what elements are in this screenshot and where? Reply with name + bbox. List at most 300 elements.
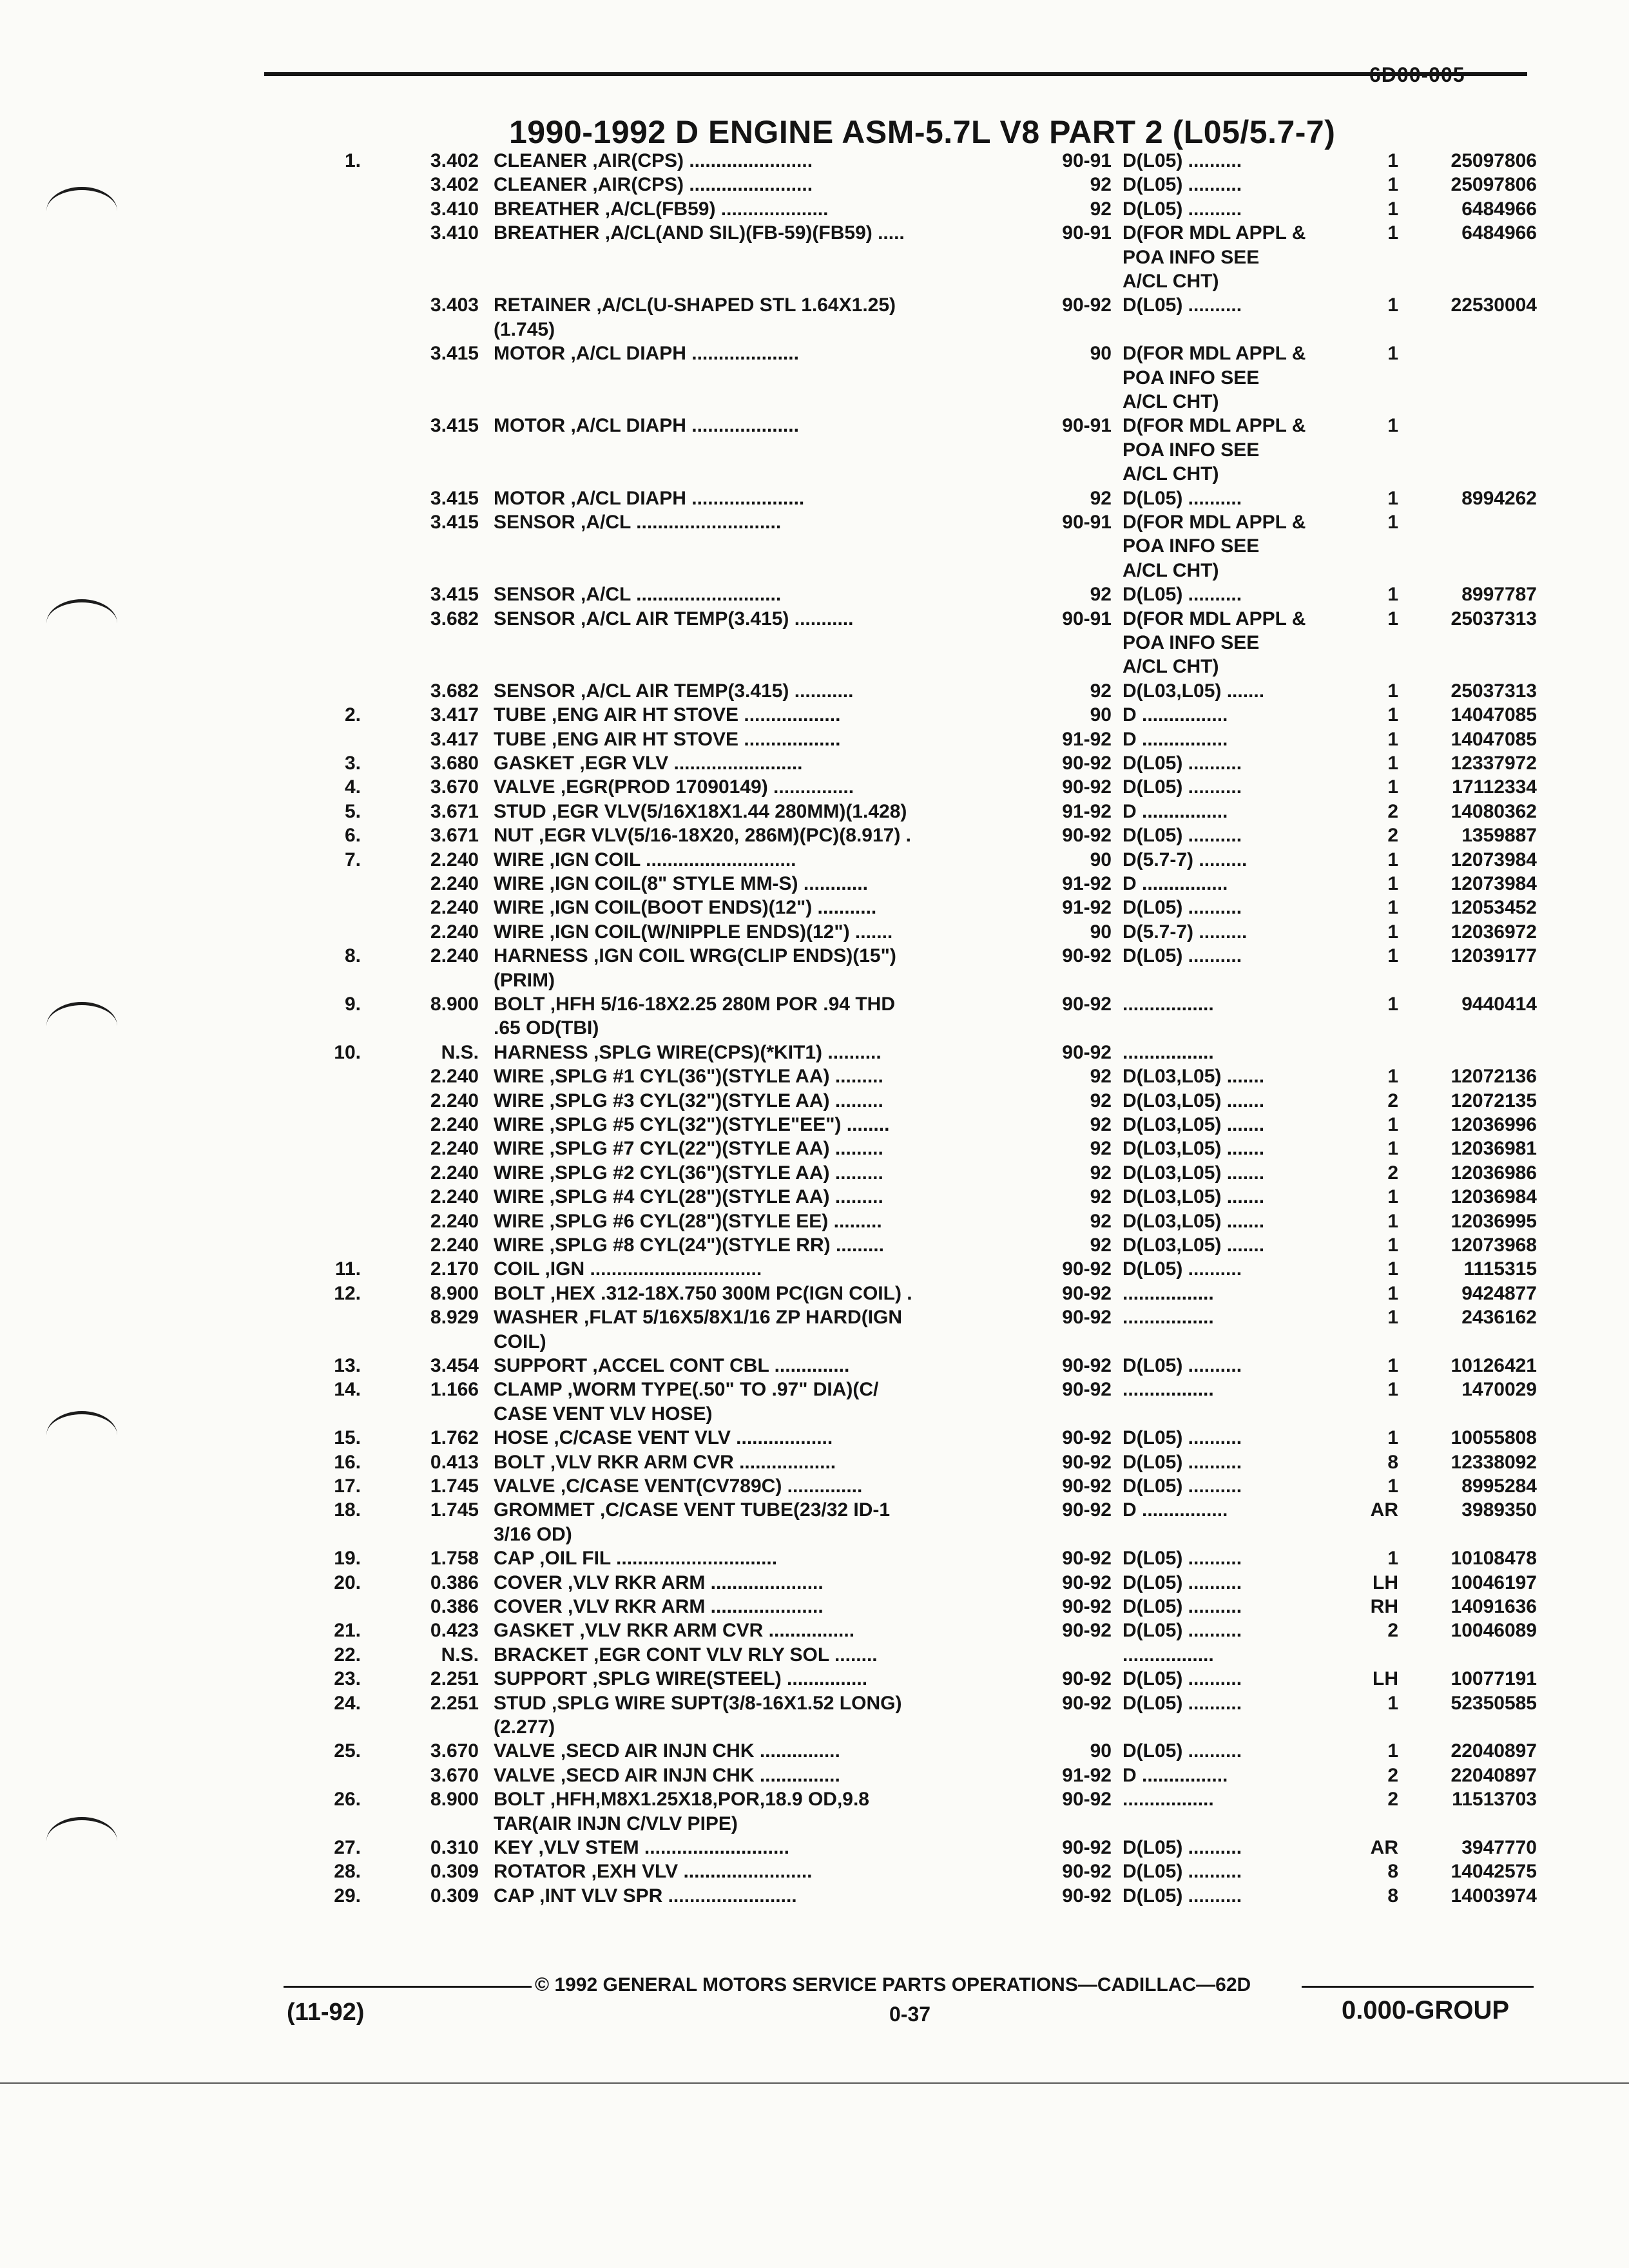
table-row <box>0 270 1629 293</box>
group-number: 1.745 <box>430 1499 479 1521</box>
model-years: 90-92 <box>1062 1861 1112 1882</box>
part-description: COVER ,VLV RKR ARM ..................... <box>494 1572 824 1593</box>
group-number: 3.402 <box>430 174 479 195</box>
quantity: AR <box>1370 1499 1398 1521</box>
part-number: 25097806 <box>1451 174 1537 195</box>
part-number: 8994262 <box>1461 488 1537 509</box>
table-row <box>0 318 1629 341</box>
part-number: 14047085 <box>1451 704 1537 726</box>
model-years: 90-92 <box>1062 1548 1112 1569</box>
part-description: VALVE ,SECD AIR INJN CHK ............... <box>494 1740 840 1762</box>
part-number: 8995284 <box>1461 1475 1537 1497</box>
part-description: HARNESS ,SPLG WIRE(CPS)(*KIT1) .......... <box>494 1042 882 1063</box>
part-description: GASKET ,EGR VLV ........................ <box>494 753 803 774</box>
part-number: 1359887 <box>1461 825 1537 846</box>
part-description: ROTATOR ,EXH VLV ........................ <box>494 1861 813 1882</box>
group-number: 8.929 <box>430 1307 479 1328</box>
quantity: 8 <box>1387 1452 1398 1473</box>
table-row <box>0 1475 1629 1498</box>
model-years: 90-91 <box>1062 415 1112 436</box>
quantity: 1 <box>1387 1475 1398 1497</box>
application: D(FOR MDL APPL & <box>1123 512 1306 533</box>
model-years: 90-92 <box>1062 1837 1112 1858</box>
part-number: 10126421 <box>1451 1355 1537 1376</box>
part-number: 11513703 <box>1452 1789 1537 1810</box>
model-years: 92 <box>1090 488 1112 509</box>
table-row <box>0 1451 1629 1474</box>
application: ................. <box>1123 994 1214 1015</box>
table-row <box>0 1547 1629 1570</box>
application: A/CL CHT) <box>1123 391 1219 412</box>
table-row <box>0 1571 1629 1595</box>
table-row <box>0 439 1629 462</box>
application: D(L05) .......... <box>1123 1740 1242 1762</box>
item-ref-number: 16. <box>334 1452 361 1473</box>
quantity: LH <box>1373 1572 1398 1593</box>
model-years: 92 <box>1090 1186 1112 1207</box>
quantity: 1 <box>1387 1307 1398 1328</box>
quantity: 1 <box>1387 1114 1398 1135</box>
table-row <box>0 1258 1629 1281</box>
table-row <box>0 149 1629 173</box>
group-number: 2.251 <box>430 1693 479 1714</box>
application: D(L05) .......... <box>1123 1427 1242 1448</box>
model-years: 90-92 <box>1062 753 1112 774</box>
quantity: 1 <box>1387 1740 1398 1762</box>
part-description: WIRE ,SPLG #8 CYL(24")(STYLE RR) ......... <box>494 1235 884 1256</box>
item-ref-number: 21. <box>334 1620 361 1641</box>
table-row <box>0 993 1629 1016</box>
part-description: (2.277) <box>494 1716 555 1738</box>
item-ref-number: 17. <box>334 1475 361 1497</box>
model-years: 91-92 <box>1062 897 1112 918</box>
quantity: 1 <box>1387 704 1398 726</box>
quantity: 1 <box>1387 174 1398 195</box>
model-years: 90-92 <box>1062 1379 1112 1400</box>
group-number: 1.762 <box>430 1427 479 1448</box>
group-number: 2.240 <box>430 1186 479 1207</box>
group-number: 3.682 <box>430 680 479 702</box>
quantity: 8 <box>1387 1861 1398 1882</box>
group-number: 3.670 <box>430 1765 479 1786</box>
group-number: 3.415 <box>430 584 479 605</box>
application: POA INFO SEE <box>1123 247 1260 268</box>
part-number: 9424877 <box>1461 1283 1537 1304</box>
group-number: 3.415 <box>430 488 479 509</box>
application: D(L05) .......... <box>1123 1475 1242 1497</box>
model-years: 92 <box>1090 198 1112 220</box>
part-number: 9440414 <box>1461 994 1537 1015</box>
table-row <box>0 559 1629 582</box>
group-number: 2.240 <box>430 1211 479 1232</box>
application: ................. <box>1123 1379 1214 1400</box>
group-number: 0.386 <box>430 1572 479 1593</box>
part-number: 17112334 <box>1452 776 1537 798</box>
model-years: 90 <box>1090 704 1112 726</box>
application: D(L05) .......... <box>1123 584 1242 605</box>
part-description: SENSOR ,A/CL AIR TEMP(3.415) ........... <box>494 608 854 629</box>
application: D(L03,L05) ....... <box>1123 1235 1265 1256</box>
item-ref-number: 29. <box>334 1885 361 1907</box>
part-description: STUD ,EGR VLV(5/16X18X1.44 280MM)(1.428) <box>494 801 907 822</box>
table-row <box>0 872 1629 896</box>
part-description: SENSOR ,A/CL AIR TEMP(3.415) ........... <box>494 680 854 702</box>
group-number: 3.403 <box>430 294 479 316</box>
revision-date: (11-92) <box>287 1999 365 2026</box>
model-years: 90-92 <box>1062 825 1112 846</box>
table-row <box>0 1210 1629 1233</box>
model-years: 90-92 <box>1062 294 1112 316</box>
group-number: 3.682 <box>430 608 479 629</box>
table-row <box>0 849 1629 872</box>
quantity: 1 <box>1387 1548 1398 1569</box>
model-years: 90-91 <box>1062 222 1112 244</box>
part-number: 12073968 <box>1451 1235 1537 1256</box>
item-ref-number: 14. <box>334 1379 361 1400</box>
table-row <box>0 1885 1629 1908</box>
item-ref-number: 15. <box>334 1427 361 1448</box>
part-description: WIRE ,IGN COIL(8" STYLE MM-S) ............ <box>494 873 868 894</box>
part-description: CAP ,OIL FIL .............................. <box>494 1548 778 1569</box>
application: D(L05) .......... <box>1123 1355 1242 1376</box>
quantity: 2 <box>1387 825 1398 846</box>
model-years: 92 <box>1090 1138 1112 1159</box>
part-description: BRACKET ,EGR CONT VLV RLY SOL ........ <box>494 1644 878 1666</box>
table-row <box>0 704 1629 727</box>
model-years: 90-92 <box>1062 994 1112 1015</box>
group-number: 2.240 <box>430 1235 479 1256</box>
quantity: 1 <box>1387 294 1398 316</box>
quantity: 1 <box>1387 994 1398 1015</box>
group-number: 1.166 <box>430 1379 479 1400</box>
part-description: BOLT ,VLV RKR ARM CVR .................. <box>494 1452 836 1473</box>
quantity: 1 <box>1387 873 1398 894</box>
part-description: MOTOR ,A/CL DIAPH .................... <box>494 343 799 364</box>
quantity: 1 <box>1387 1258 1398 1280</box>
part-description: .65 OD(TBI) <box>494 1017 599 1039</box>
table-row <box>0 1137 1629 1160</box>
quantity: 1 <box>1387 488 1398 509</box>
quantity: 1 <box>1387 897 1398 918</box>
quantity: 1 <box>1387 1066 1398 1087</box>
quantity: 1 <box>1387 849 1398 870</box>
table-row <box>0 1667 1629 1691</box>
part-description: WIRE ,SPLG #6 CYL(28")(STYLE EE) ......... <box>494 1211 882 1232</box>
part-number: 8997787 <box>1461 584 1537 605</box>
part-description: COIL ,IGN ................................ <box>494 1258 762 1280</box>
application: D(L05) .......... <box>1123 1693 1242 1714</box>
application: POA INFO SEE <box>1123 632 1260 653</box>
part-description: WIRE ,SPLG #3 CYL(32")(STYLE AA) ......... <box>494 1090 883 1111</box>
quantity: 1 <box>1387 343 1398 364</box>
part-description: CAP ,INT VLV SPR ........................ <box>494 1885 797 1907</box>
application: D ................ <box>1123 873 1228 894</box>
part-description: COVER ,VLV RKR ARM ..................... <box>494 1596 824 1617</box>
item-ref-number: 18. <box>334 1499 361 1521</box>
part-description: HOSE ,C/CASE VENT VLV .................. <box>494 1427 833 1448</box>
part-description: WIRE ,SPLG #5 CYL(32")(STYLE"EE") ........ <box>494 1114 890 1135</box>
quantity: 1 <box>1387 776 1398 798</box>
application: D(L05) .......... <box>1123 1548 1242 1569</box>
group-number: N.S. <box>441 1644 479 1666</box>
group-number: 0.309 <box>430 1861 479 1882</box>
table-row <box>0 487 1629 510</box>
model-years: 90 <box>1090 343 1112 364</box>
application: D(FOR MDL APPL & <box>1123 415 1306 436</box>
table-row <box>0 1378 1629 1401</box>
quantity: 1 <box>1387 1355 1398 1376</box>
copyright-notice: © 1992 GENERAL MOTORS SERVICE PARTS OPERATIONS—CADILLAC—62D <box>535 1974 1251 1995</box>
application: D(L05) .......... <box>1123 1837 1242 1858</box>
item-ref-number: 25. <box>334 1740 361 1762</box>
part-description: SENSOR ,A/CL ........................... <box>494 512 782 533</box>
application: A/CL CHT) <box>1123 271 1219 292</box>
application: D(L03,L05) ....... <box>1123 1211 1265 1232</box>
item-ref-number: 9. <box>344 994 361 1015</box>
application: D ................ <box>1123 1765 1228 1786</box>
part-number: 3947770 <box>1461 1837 1537 1858</box>
item-ref-number: 19. <box>334 1548 361 1569</box>
table-row <box>0 1427 1629 1450</box>
table-row <box>0 367 1629 390</box>
group-number: 2.251 <box>430 1668 479 1689</box>
application: D(L05) .......... <box>1123 776 1242 798</box>
item-ref-number: 26. <box>334 1789 361 1810</box>
part-description: MOTOR ,A/CL DIAPH ..................... <box>494 488 805 509</box>
table-row <box>0 173 1629 197</box>
part-number: 6484966 <box>1461 222 1537 244</box>
quantity: 2 <box>1387 1090 1398 1111</box>
part-number: 10046089 <box>1451 1620 1537 1641</box>
part-number: 12036972 <box>1451 921 1537 943</box>
quantity: 1 <box>1387 608 1398 629</box>
group-number: 3.415 <box>430 415 479 436</box>
part-description: KEY ,VLV STEM ........................... <box>494 1837 789 1858</box>
application: D(L05) .......... <box>1123 825 1242 846</box>
table-row <box>0 463 1629 486</box>
quantity: 1 <box>1387 753 1398 774</box>
table-row <box>0 246 1629 269</box>
application: D(FOR MDL APPL & <box>1123 608 1306 629</box>
application: ................. <box>1123 1042 1214 1063</box>
group-number: 2.240 <box>430 1066 479 1087</box>
application: D ................ <box>1123 801 1228 822</box>
group-number: 2.240 <box>430 1162 479 1184</box>
part-description: WIRE ,SPLG #7 CYL(22")(STYLE AA) ......... <box>494 1138 883 1159</box>
quantity: 1 <box>1387 729 1398 750</box>
item-ref-number: 12. <box>334 1283 361 1304</box>
part-number: 14091636 <box>1451 1596 1537 1617</box>
item-ref-number: 2. <box>344 704 361 726</box>
part-number: 12036996 <box>1451 1114 1537 1135</box>
part-description: STUD ,SPLG WIRE SUPT(3/8-16X1.52 LONG) <box>494 1693 902 1714</box>
table-row <box>0 631 1629 655</box>
table-row <box>0 342 1629 365</box>
footer-rule-right <box>1302 1986 1534 1988</box>
group-number: 2.240 <box>430 849 479 870</box>
quantity: 2 <box>1387 801 1398 822</box>
group-label: 0.000-GROUP <box>1342 1996 1510 2024</box>
table-row <box>0 1162 1629 1185</box>
part-description: WASHER ,FLAT 5/16X5/8X1/16 ZP HARD(IGN <box>494 1307 903 1328</box>
part-description: BREATHER ,A/CL(AND SIL)(FB-59)(FB59) ..... <box>494 222 905 244</box>
part-description: VALVE ,EGR(PROD 17090149) ............... <box>494 776 854 798</box>
table-row <box>0 1836 1629 1860</box>
table-row <box>0 945 1629 968</box>
application: D(L05) .......... <box>1123 174 1242 195</box>
model-years: 90 <box>1090 1740 1112 1762</box>
model-years: 90 <box>1090 849 1112 870</box>
part-description: GASKET ,VLV RKR ARM CVR ................ <box>494 1620 855 1641</box>
quantity: 1 <box>1387 150 1398 171</box>
quantity: 1 <box>1387 680 1398 702</box>
model-years: 92 <box>1090 1211 1112 1232</box>
item-ref-number: 8. <box>344 945 361 966</box>
application: D(L05) .......... <box>1123 897 1242 918</box>
model-years: 90-92 <box>1062 1572 1112 1593</box>
group-number: 2.240 <box>430 945 479 966</box>
quantity: 2 <box>1387 1162 1398 1184</box>
model-years: 92 <box>1090 1090 1112 1111</box>
application: A/CL CHT) <box>1123 560 1219 581</box>
application: ................. <box>1123 1644 1214 1666</box>
application: A/CL CHT) <box>1123 656 1219 677</box>
group-number: 0.386 <box>430 1596 479 1617</box>
part-description: BOLT ,HFH 5/16-18X2.25 280M POR .94 THD <box>494 994 895 1015</box>
table-row <box>0 1499 1629 1522</box>
part-description: BREATHER ,A/CL(FB59) .................... <box>494 198 829 220</box>
part-description: SENSOR ,A/CL ........................... <box>494 584 782 605</box>
part-description: GROMMET ,C/CASE VENT TUBE(23/32 ID-1 <box>494 1499 891 1521</box>
part-description: VALVE ,SECD AIR INJN CHK ............... <box>494 1765 840 1786</box>
item-ref-number: 20. <box>334 1572 361 1593</box>
part-number: 10046197 <box>1451 1572 1537 1593</box>
quantity: 1 <box>1387 1283 1398 1304</box>
part-description: TUBE ,ENG AIR HT STOVE .................. <box>494 704 841 726</box>
model-years: 90-92 <box>1062 1499 1112 1521</box>
model-years: 91-92 <box>1062 1765 1112 1786</box>
model-years: 92 <box>1090 584 1112 605</box>
table-row <box>0 824 1629 847</box>
group-number: 2.240 <box>430 921 479 943</box>
part-description: WIRE ,SPLG #1 CYL(36")(STYLE AA) ......... <box>494 1066 883 1087</box>
table-row <box>0 1619 1629 1642</box>
table-row <box>0 1354 1629 1378</box>
part-description: TAR(AIR INJN C/VLV PIPE) <box>494 1813 738 1834</box>
application: ................. <box>1123 1789 1214 1810</box>
application: D ................ <box>1123 704 1228 726</box>
group-number: 0.413 <box>430 1452 479 1473</box>
item-ref-number: 1. <box>344 150 361 171</box>
item-ref-number: 6. <box>344 825 361 846</box>
table-row <box>0 1306 1629 1329</box>
part-number: 14047085 <box>1451 729 1537 750</box>
part-number: 22040897 <box>1451 1765 1537 1786</box>
part-number: 14080362 <box>1451 801 1537 822</box>
model-years: 90-92 <box>1062 1283 1112 1304</box>
quantity: 1 <box>1387 1235 1398 1256</box>
part-description: SUPPORT ,ACCEL CONT CBL .............. <box>494 1355 850 1376</box>
quantity: 2 <box>1387 1765 1398 1786</box>
table-row <box>0 294 1629 317</box>
table-row <box>0 1186 1629 1209</box>
group-number: 3.671 <box>430 801 479 822</box>
quantity: AR <box>1370 1837 1398 1858</box>
group-number: 0.310 <box>430 1837 479 1858</box>
quantity: 1 <box>1387 222 1398 244</box>
table-row <box>0 1788 1629 1811</box>
part-number: 25097806 <box>1451 150 1537 171</box>
application: POA INFO SEE <box>1123 439 1260 461</box>
item-ref-number: 22. <box>334 1644 361 1666</box>
model-years: 90-92 <box>1062 1258 1112 1280</box>
part-number: 12072135 <box>1451 1090 1537 1111</box>
item-ref-number: 3. <box>344 753 361 774</box>
model-years: 90-92 <box>1062 1355 1112 1376</box>
part-number: 1115315 <box>1463 1258 1537 1280</box>
model-years: 90-92 <box>1062 1596 1112 1617</box>
table-row <box>0 1812 1629 1836</box>
application: D(L05) .......... <box>1123 1861 1242 1882</box>
group-number: 2.240 <box>430 1114 479 1135</box>
part-number: 25037313 <box>1451 608 1537 629</box>
model-years: 90-91 <box>1062 512 1112 533</box>
quantity: 1 <box>1387 1379 1398 1400</box>
quantity: 1 <box>1387 1427 1398 1448</box>
application: POA INFO SEE <box>1123 535 1260 557</box>
part-number: 52350585 <box>1451 1693 1537 1714</box>
item-ref-number: 27. <box>334 1837 361 1858</box>
part-number: 12039177 <box>1451 945 1537 966</box>
group-number: 1.745 <box>430 1475 479 1497</box>
group-number: 3.417 <box>430 729 479 750</box>
part-number: 10077191 <box>1451 1668 1537 1689</box>
part-number: 10108478 <box>1451 1548 1537 1569</box>
item-ref-number: 23. <box>334 1668 361 1689</box>
table-row <box>0 1331 1629 1354</box>
quantity: 1 <box>1387 921 1398 943</box>
application: D(L05) .......... <box>1123 1596 1242 1617</box>
part-number: 6484966 <box>1461 198 1537 220</box>
table-row <box>0 728 1629 751</box>
part-description: BOLT ,HFH,M8X1.25X18,POR,18.9 OD,9.8 <box>494 1789 869 1810</box>
application: D(L05) .......... <box>1123 753 1242 774</box>
quantity: 1 <box>1387 1138 1398 1159</box>
table-row <box>0 1740 1629 1763</box>
part-description: WIRE ,IGN COIL(W/NIPPLE ENDS)(12") ....... <box>494 921 893 943</box>
part-description: WIRE ,IGN COIL ............................ <box>494 849 796 870</box>
part-description: WIRE ,IGN COIL(BOOT ENDS)(12") ........... <box>494 897 877 918</box>
part-number: 12073984 <box>1451 873 1537 894</box>
quantity: 1 <box>1387 1693 1398 1714</box>
item-ref-number: 5. <box>344 801 361 822</box>
quantity: 1 <box>1387 584 1398 605</box>
item-ref-number: 7. <box>344 849 361 870</box>
table-row <box>0 1041 1629 1064</box>
item-ref-number: 28. <box>334 1861 361 1882</box>
item-ref-number: 11. <box>334 1258 361 1280</box>
model-years: 92 <box>1090 1114 1112 1135</box>
table-row <box>0 1090 1629 1113</box>
application: D(L05) .......... <box>1123 294 1242 316</box>
table-row <box>0 800 1629 823</box>
model-years: 90-92 <box>1062 1620 1112 1641</box>
model-years: 92 <box>1090 1235 1112 1256</box>
model-years: 90-92 <box>1062 1693 1112 1714</box>
part-number: 22040897 <box>1451 1740 1537 1762</box>
model-years: 90 <box>1090 921 1112 943</box>
item-ref-number: 10. <box>334 1042 361 1063</box>
